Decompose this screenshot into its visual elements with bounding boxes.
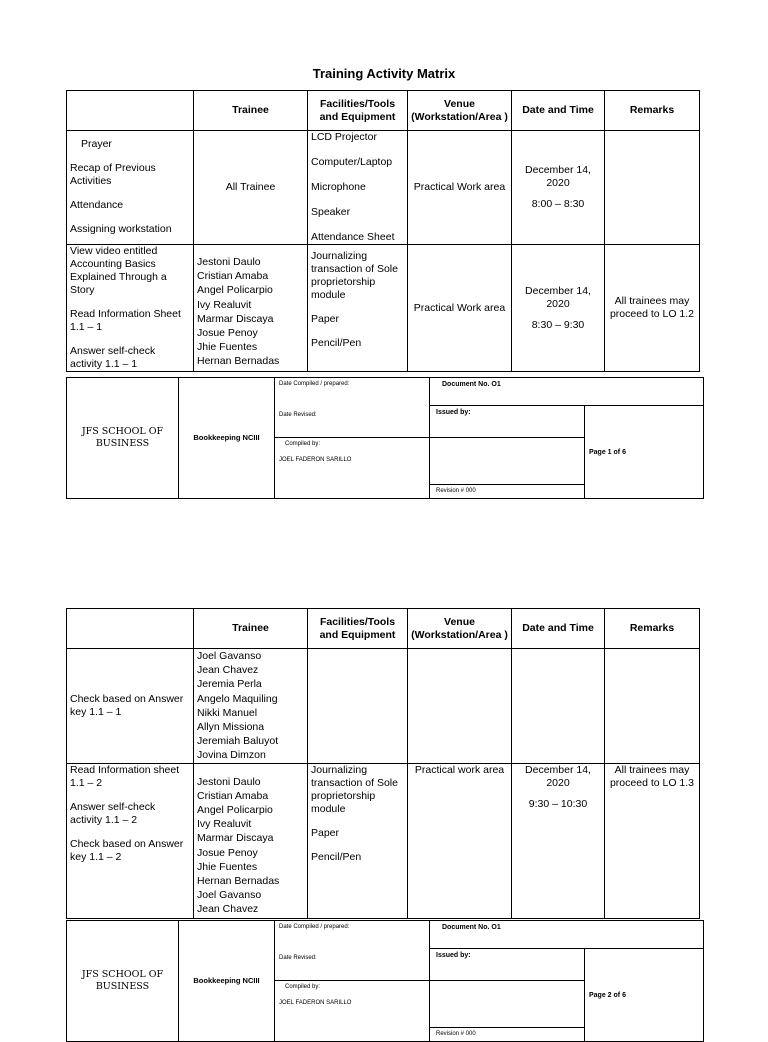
trainee-name: Jean Chavez <box>197 664 259 677</box>
issued-by-label: Issued by: <box>430 949 585 981</box>
trainee-name: Jovina Dimzon <box>197 749 266 762</box>
page-number: Page 1 of 6 <box>585 406 704 499</box>
trainees-cell <box>194 649 308 764</box>
header-facilities: Facilities/Tools and Equipment <box>308 609 408 649</box>
venue-cell: Practical Work area <box>408 131 512 245</box>
document-number: Document No. O1 <box>430 921 704 949</box>
remarks-cell: All trainees may proceed to LO 1.2 <box>605 245 700 372</box>
header-trainee: Trainee <box>194 609 308 649</box>
activities-cell <box>67 763 194 918</box>
document-number: Document No. O1 <box>430 378 704 406</box>
activity-item: Check based on Answer key 1.1 – 1 <box>70 692 184 718</box>
date-compiled-label: Date Compiled / prepared: <box>279 924 350 930</box>
date-text: December 14, 2020 <box>525 164 591 189</box>
time-text: 8:00 – 8:30 <box>531 198 585 210</box>
header-venue: Venue (Workstation/Area ) <box>408 609 512 649</box>
trainee-name: Nikki Manuel <box>197 706 258 719</box>
trainee-name: Jestoni Daulo <box>197 256 261 268</box>
trainee-name: Joel Gavanso <box>197 889 262 902</box>
trainee-name: Marmar Discaya <box>197 832 274 845</box>
facilities-cell <box>308 763 408 918</box>
activity-matrix-page-1 <box>66 90 700 372</box>
date-time-cell <box>512 131 605 245</box>
header-remarks: Remarks <box>605 609 700 649</box>
trainees-cell <box>194 245 308 372</box>
header-row <box>67 91 700 131</box>
trainee-name: Hernan Bernadas <box>197 875 280 888</box>
activity-item: Assigning workstation <box>70 223 172 235</box>
activity-matrix-page-2 <box>66 608 700 919</box>
course-name: Bookkeeping NCIII <box>179 921 275 1042</box>
trainee-name: Ivy Realuvit <box>197 298 252 311</box>
table-row <box>67 763 700 918</box>
revision-cell <box>430 981 585 1042</box>
trainee-name: Joel Gavanso <box>197 650 262 662</box>
trainee-name: Angelo Maquiling <box>197 692 278 705</box>
date-text: December 14, 2020 <box>525 763 591 789</box>
revision-number: Revision # 000 <box>430 1027 585 1041</box>
activity-item: View video entitled Accounting Basics Explained Through a Story <box>70 245 167 296</box>
facilities-cell <box>308 245 408 372</box>
issued-by-label: Issued by: <box>430 406 585 438</box>
table-row <box>67 131 700 245</box>
activity-item: Answer self-check activity 1.1 – 1 <box>70 345 156 370</box>
header-date-time: Date and Time <box>512 91 605 131</box>
activity-item: Recap of Previous Activities <box>70 162 156 187</box>
activity-item: Attendance <box>70 199 124 211</box>
date-time-cell <box>512 649 605 764</box>
remarks-cell: All trainees may proceed to LO 1.3 <box>605 763 700 918</box>
compiler-name: JOEL FADERON SARILLO <box>279 457 352 463</box>
school-name: JFS SCHOOL OF BUSINESS <box>67 378 179 499</box>
date-time-cell <box>512 245 605 372</box>
remarks-cell <box>605 131 700 245</box>
trainee-name: Cristian Amaba <box>197 789 269 802</box>
compiled-by-label: Compiled by: <box>285 441 321 447</box>
compiled-by-cell <box>275 981 430 1042</box>
facility-item: Microphone <box>311 181 366 193</box>
trainee-name: Allyn Missiona <box>197 721 265 734</box>
header-activity <box>67 609 194 649</box>
compiled-by-label: Compiled by: <box>285 984 321 990</box>
revision-number: Revision # 000 <box>430 484 585 498</box>
trainee-name: Angel Policarpio <box>197 804 273 817</box>
activities-cell <box>67 131 194 245</box>
facility-item: Speaker <box>311 206 351 218</box>
venue-cell: Practical Work area <box>408 245 512 372</box>
facilities-cell <box>308 131 408 245</box>
header-activity <box>67 91 194 131</box>
activities-cell <box>67 649 194 764</box>
facility-item: Paper <box>311 826 340 839</box>
trainee-name: Jhie Fuentes <box>197 341 258 354</box>
activity-item: Read Information sheet 1.1 – 2 <box>70 763 180 789</box>
document-title: Training Activity Matrix <box>312 66 456 81</box>
course-name: Bookkeeping NCIII <box>179 378 275 499</box>
facility-item: Pencil/Pen <box>311 850 362 863</box>
document-footer-page-1 <box>66 377 704 499</box>
trainee-name: Ivy Realuvit <box>197 818 252 831</box>
trainee-name: Josue Penoy <box>197 327 258 340</box>
date-time-cell <box>512 763 605 918</box>
facilities-cell <box>308 649 408 764</box>
trainee-name: Angel Policarpio <box>197 284 273 297</box>
facility-item: Journalizing transaction of Sole proprietorship module <box>311 250 398 301</box>
header-trainee: Trainee <box>194 91 308 131</box>
trainee-name: All Trainee <box>225 181 276 193</box>
facility-item: LCD Projector <box>311 131 377 143</box>
trainee-name: Jeremia Perla <box>197 678 262 691</box>
trainee-name: Josue Penoy <box>197 846 258 859</box>
activity-item: Prayer <box>81 138 112 150</box>
facility-item: Paper <box>311 313 340 325</box>
trainee-name: Jean Chavez <box>197 903 259 916</box>
header-venue: Venue (Workstation/Area ) <box>408 91 512 131</box>
table-row <box>67 245 700 372</box>
venue-cell: Practical work area <box>408 763 512 918</box>
trainee-name: Jestoni Daulo <box>197 775 261 788</box>
facility-item: Attendance Sheet <box>311 231 395 243</box>
trainee-name: Jhie Fuentes <box>197 860 258 873</box>
date-text: December 14, 2020 <box>525 284 591 310</box>
venue-cell <box>408 649 512 764</box>
time-text: 9:30 – 10:30 <box>528 797 588 810</box>
date-info-cell <box>275 921 430 981</box>
header-facilities: Facilities/Tools and Equipment <box>308 91 408 131</box>
remarks-cell <box>605 649 700 764</box>
facility-item: Computer/Laptop <box>311 156 393 168</box>
time-text: 8:30 – 9:30 <box>531 318 585 331</box>
date-info-cell <box>275 378 430 438</box>
trainees-cell <box>194 763 308 918</box>
compiler-name: JOEL FADERON SARILLO <box>279 1000 352 1006</box>
trainee-name: Jeremiah Baluyot <box>197 735 279 748</box>
header-remarks: Remarks <box>605 91 700 131</box>
activities-cell <box>67 245 194 372</box>
header-date-time: Date and Time <box>512 609 605 649</box>
page-number: Page 2 of 6 <box>585 949 704 1042</box>
table-row <box>67 649 700 764</box>
date-compiled-label: Date Compiled / prepared: <box>279 381 350 387</box>
school-name: JFS SCHOOL OF BUSINESS <box>67 921 179 1042</box>
date-revised-label: Date Revised: <box>279 412 317 418</box>
facility-item: Journalizing transaction of Sole proprietorship module <box>311 763 398 815</box>
activity-item: Read Information Sheet 1.1 – 1 <box>70 308 181 333</box>
activity-item: Answer self-check activity 1.1 – 2 <box>70 800 156 826</box>
date-revised-label: Date Revised: <box>279 955 317 961</box>
trainee-name: Hernan Bernadas <box>197 355 280 368</box>
trainees-cell <box>194 131 308 245</box>
trainee-name: Marmar Discaya <box>197 312 274 325</box>
trainee-name: Cristian Amaba <box>197 270 269 283</box>
header-row <box>67 609 700 649</box>
compiled-by-cell <box>275 438 430 499</box>
activity-item: Check based on Answer key 1.1 – 2 <box>70 837 184 863</box>
facility-item: Pencil/Pen <box>311 337 362 349</box>
revision-cell <box>430 438 585 499</box>
